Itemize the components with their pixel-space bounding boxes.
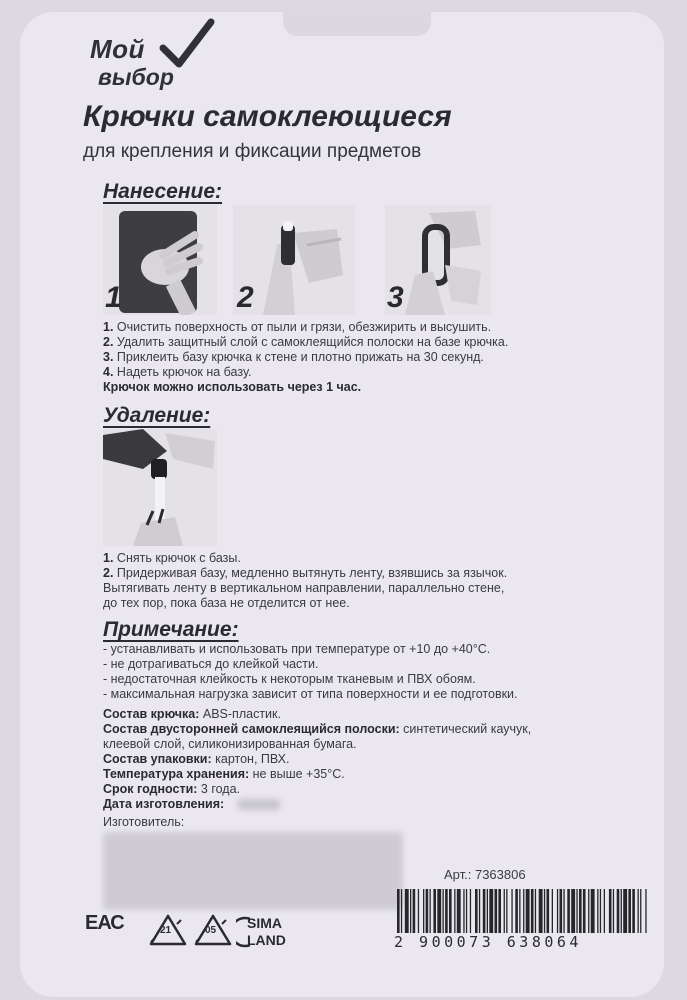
barcode-bar: [567, 889, 570, 933]
barcode-bar: [515, 889, 518, 933]
barcode-bar: [623, 889, 627, 933]
removal-step-2: 2. Придерживая базу, медленно вытянуть ленту, взявшись за язычок.: [103, 566, 508, 580]
barcode-bar: [449, 889, 452, 933]
barcode-bar: [571, 889, 575, 933]
barcode-bar: [410, 889, 411, 933]
barcode-bar: [511, 889, 512, 933]
barcode-bar: [437, 889, 441, 933]
barcode-bar: [523, 889, 524, 933]
sima-land-logo-line2: LAND: [247, 932, 286, 948]
removal-step-2-line-3: до тех пор, пока база не отделится от нее.: [103, 596, 350, 610]
barcode-bar: [397, 889, 400, 933]
spec-hook-material: Состав крючка: ABS-пластик.: [103, 707, 281, 721]
barcode-bar: [489, 889, 493, 933]
barcode-bar: [604, 889, 605, 933]
product-title: Крючки самоклеющиеся: [83, 100, 452, 133]
spec-package-material: Состав упаковки: картон, ПВХ.: [103, 752, 290, 766]
hang-hole: [283, 10, 431, 36]
barcode-bar: [479, 889, 480, 933]
barcode-bar: [621, 889, 622, 933]
redacted-manufacturer: [103, 832, 403, 910]
barcode-bar: [632, 889, 635, 933]
barcode-bar: [560, 889, 563, 933]
notes-heading: Примечание:: [103, 618, 239, 641]
spec-storage-temperature: Температура хранения: не выше +35°С.: [103, 767, 345, 781]
barcode-bar: [405, 889, 409, 933]
barcode-bar: [463, 889, 464, 933]
barcode-bar: [628, 889, 631, 933]
barcode-bar: [617, 889, 620, 933]
barcode-bar: [531, 889, 534, 933]
step-photo-number: 1: [105, 281, 122, 314]
removal-photo-icon: [103, 429, 217, 546]
barcode-bar: [640, 889, 641, 933]
barcode-digits: 2 900073 638064: [394, 933, 582, 951]
step-photo-number: 3: [387, 281, 404, 314]
note-item: - недостаточная клейкость к некоторым тканевым и ПВХ обоям.: [103, 672, 476, 686]
barcode-bar: [600, 889, 601, 933]
barcode-bar: [475, 889, 478, 933]
barcode-bar: [563, 889, 564, 933]
barcode-bar: [483, 889, 486, 933]
barcode-bar: [557, 889, 558, 933]
barcode-bar: [506, 889, 507, 933]
barcode-bar: [457, 889, 461, 933]
barcode-bar: [413, 889, 416, 933]
step-photo-number: 2: [237, 281, 254, 314]
redacted-date: [238, 799, 280, 810]
barcode-bar: [591, 889, 595, 933]
checkmark-icon: [145, 18, 215, 68]
barcode-bar: [544, 889, 545, 933]
application-note: Крючок можно использовать через 1 час.: [103, 380, 362, 394]
barcode-bar: [645, 889, 646, 933]
spec-tape-material: Состав двусторонней самоклеящийся полоски: синтетический каучук,: [103, 722, 532, 736]
step-photo-1: [103, 205, 217, 315]
barcode-bar: [539, 889, 543, 933]
spec-manufacture-date: Дата изготовления:: [103, 797, 225, 811]
barcode-bar: [454, 889, 455, 933]
article-number: Арт.: 7363806: [444, 867, 526, 882]
barcode-bar: [547, 889, 550, 933]
barcode-bar: [597, 889, 598, 933]
barcode-bar: [487, 889, 488, 933]
application-step-3: 3. Приклеить базу крючка к стене и плотно прижать на 30 секунд.: [103, 350, 484, 364]
barcode-bar: [433, 889, 436, 933]
spec-manufacturer-label: Изготовитель:: [103, 815, 185, 829]
barcode-bar: [401, 889, 402, 933]
application-heading: Нанесение:: [103, 180, 223, 203]
brand-logo-line2: выбор: [98, 64, 174, 90]
recycle-code-2: 05: [205, 925, 217, 936]
barcode-bar: [504, 889, 505, 933]
barcode-bar: [470, 889, 471, 933]
removal-step-1: 1. Снять крючок с базы.: [103, 551, 241, 565]
barcode-bar: [526, 889, 530, 933]
spec-tape-material-line-2: клеевой слой, силиконизированная бумага.: [103, 737, 357, 751]
barcode-bar: [583, 889, 586, 933]
barcode-bar: [576, 889, 577, 933]
removal-step-2-line-2: Вытягивать ленту в вертикальном направлении, параллельно стене,: [103, 581, 505, 595]
barcode-bar: [519, 889, 520, 933]
barcode-bar: [609, 889, 612, 933]
step-photo-2: [233, 205, 355, 315]
application-step-4: 4. Надеть крючок на базу.: [103, 365, 252, 379]
eac-mark: ЕАС: [85, 912, 124, 934]
barcode-bar: [638, 889, 639, 933]
barcode-bar: [418, 889, 419, 933]
barcode-bar: [579, 889, 582, 933]
application-step-2: 2. Удалить защитный слой с самоклеящийся полоски на базе крючка.: [103, 335, 509, 349]
removal-photo: [103, 429, 217, 546]
application-step-1: 1. Очистить поверхность от пыли и грязи, обезжирить и высушить.: [103, 320, 492, 334]
barcode-bar: [430, 889, 431, 933]
barcode-bar: [426, 889, 429, 933]
note-item: - максимальная нагрузка зависит от типа поверхности и ее подготовки.: [103, 687, 518, 701]
barcode-bar: [552, 889, 553, 933]
barcode-bar: [613, 889, 614, 933]
barcode-bar: [535, 889, 536, 933]
step-photo-3: [385, 205, 491, 315]
removal-heading: Удаление:: [103, 404, 211, 427]
barcode-bar: [495, 889, 498, 933]
barcode-bar: [445, 889, 448, 933]
barcode-icon: [395, 889, 651, 933]
note-item: - не дотрагиваться до клейкой части.: [103, 657, 319, 671]
barcode-bar: [443, 889, 444, 933]
product-subtitle: для крепления и фиксации предметов: [83, 141, 422, 162]
brand-logo-line1: Мой: [90, 34, 145, 64]
barcode-bar: [588, 889, 589, 933]
barcode-bar: [498, 889, 501, 933]
spec-shelf-life: Срок годности: 3 года.: [103, 782, 240, 796]
sima-land-logo-line1: SIMA: [247, 915, 282, 931]
barcode-bar: [466, 889, 467, 933]
recycle-code-1: 21: [160, 925, 172, 936]
note-item: - устанавливать и использовать при температуре от +10 до +40°С.: [103, 642, 491, 656]
barcode-bar: [423, 889, 424, 933]
